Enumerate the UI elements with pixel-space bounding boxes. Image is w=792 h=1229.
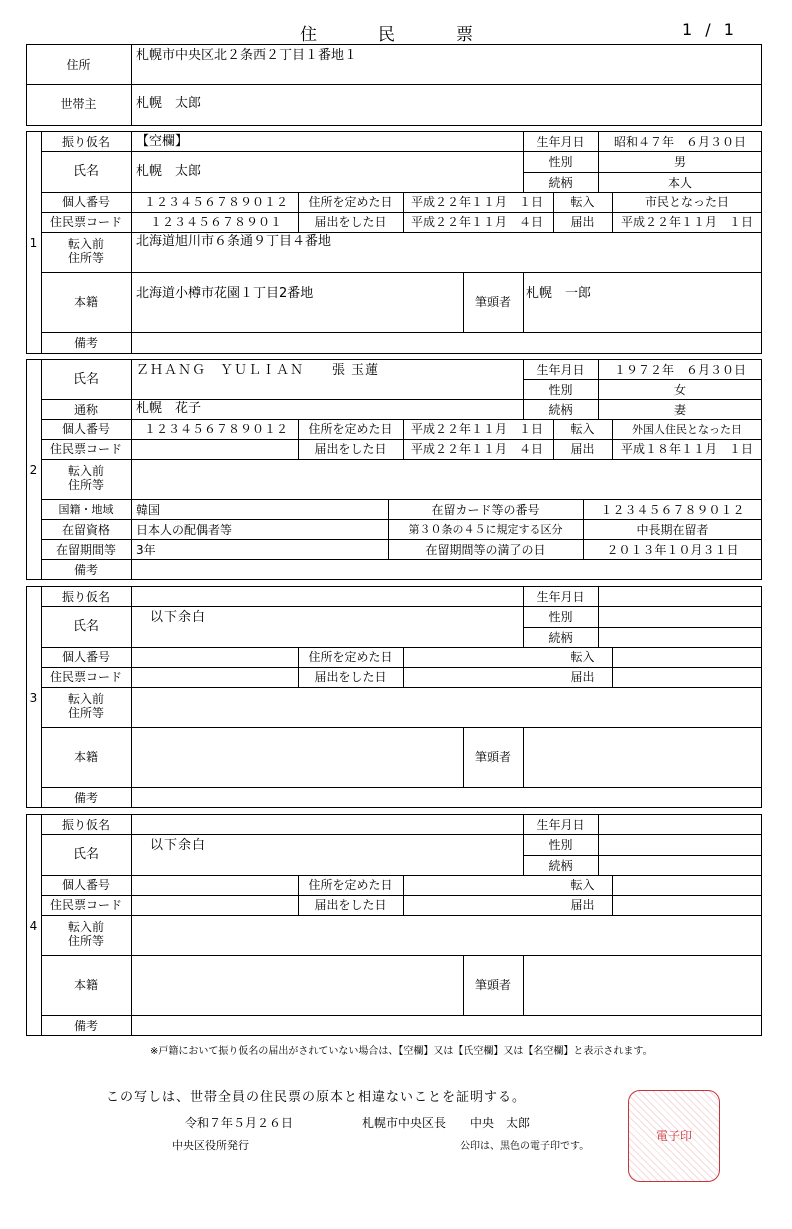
relation-label: 続柄 xyxy=(548,403,573,417)
remarks-label: 備考 xyxy=(73,336,98,350)
notify-date-value: 平成２２年１１月 ４日 xyxy=(411,442,544,456)
divider xyxy=(523,379,762,380)
sex-label: 性別 xyxy=(548,155,573,169)
resident-code-label: 住民票コード xyxy=(49,670,122,684)
name-label: 氏名 xyxy=(72,847,99,862)
addr-date-value: 平成２２年１１月 １日 xyxy=(411,195,544,209)
expiry-value: ２０１３年１０月３１日 xyxy=(606,543,739,557)
prev-addr-label xyxy=(41,237,131,265)
honseki-label: 本籍 xyxy=(73,978,98,992)
address-value: 札幌市中央区北２条西２丁目１番地１ xyxy=(136,48,358,63)
divider xyxy=(523,172,762,173)
divider xyxy=(41,151,523,152)
sex-value: 男 xyxy=(673,155,686,169)
divider xyxy=(41,727,762,728)
divider xyxy=(403,875,404,915)
furigana-label: 振り仮名 xyxy=(61,590,110,604)
notify-date-value: 平成２２年１１月 ４日 xyxy=(411,215,544,229)
indiv-no-value: １２３４５６７８９０１２ xyxy=(144,195,289,209)
indiv-no-label: 個人番号 xyxy=(61,195,110,209)
name-label: 氏名 xyxy=(72,372,99,387)
divider xyxy=(41,875,762,876)
expiry-label: 在留期間等の満了の日 xyxy=(425,543,546,557)
divider xyxy=(403,647,404,687)
divider xyxy=(41,834,523,835)
remarks-label: 備考 xyxy=(73,1019,98,1033)
householder-value: 札幌 太郎 xyxy=(136,96,202,111)
sex-label: 性別 xyxy=(548,383,573,397)
status-label: 在留資格 xyxy=(61,523,110,537)
resident-code-label: 住民票コード xyxy=(49,898,122,912)
issuing-office: 中央区役所発行 xyxy=(172,1139,249,1152)
name-value: 以下余白 xyxy=(150,610,207,625)
divider xyxy=(41,439,762,440)
sex-label: 性別 xyxy=(548,610,573,624)
divider xyxy=(41,647,762,648)
status-value: 日本人の配偶者等 xyxy=(136,523,233,537)
divider xyxy=(131,586,132,808)
divider xyxy=(523,272,524,332)
section-box xyxy=(26,586,762,808)
alias-label: 通称 xyxy=(73,403,98,417)
move-in-label: 転入 xyxy=(570,422,595,436)
prev-addr-label-line1: 転入前 xyxy=(67,920,104,934)
move-in-date: 平成２２年１１月 １日 xyxy=(620,215,753,229)
seal-note: 公印は、黒色の電子印です。 xyxy=(460,1141,590,1152)
divider xyxy=(41,915,762,916)
birth-value: １９７２年 ６月３０日 xyxy=(613,363,746,377)
divider xyxy=(523,855,762,856)
person-index: 4 xyxy=(29,919,38,933)
divider xyxy=(523,606,762,607)
indiv-no-value: １２３４５６７８９０１２ xyxy=(144,422,289,436)
issue-date: 令和７年５月２６日 xyxy=(185,1116,294,1130)
relation-label: 続柄 xyxy=(548,631,573,645)
divider xyxy=(612,875,613,915)
electronic-seal xyxy=(628,1090,720,1182)
remarks-label: 備考 xyxy=(73,563,98,577)
indiv-no-label: 個人番号 xyxy=(61,878,110,892)
name-value: ＺＨＡＮＧ ＹＵＬＩＡＮ 張 玉蓮 xyxy=(136,363,380,378)
prev-addr-value: 北海道旭川市６条通９丁目４番地 xyxy=(136,234,332,249)
addr-date-value: 平成２２年１１月 １日 xyxy=(411,422,544,436)
indiv-no-label: 個人番号 xyxy=(61,650,110,664)
mayor-name: 札幌市中央区長 中央 太郎 xyxy=(362,1116,531,1130)
address-label: 住所 xyxy=(66,58,91,72)
divider xyxy=(26,84,762,85)
move-in-date: 平成１８年１１月 １日 xyxy=(620,442,753,456)
addr-date-label: 住所を定めた日 xyxy=(308,650,393,664)
card-no-label: 在留カード等の番号 xyxy=(431,503,540,517)
document-title: 住 民 票 xyxy=(300,25,495,45)
sex-value: 女 xyxy=(673,383,686,397)
relation-value: 妻 xyxy=(673,403,686,417)
divider xyxy=(41,272,762,273)
divider xyxy=(523,627,762,628)
prev-addr-label xyxy=(41,464,131,492)
period-value: 3年 xyxy=(136,543,156,557)
remarks-label: 備考 xyxy=(73,791,98,805)
move-in-label: 転入 xyxy=(570,195,595,209)
notify-date-label: 届出をした日 xyxy=(314,670,387,684)
nationality-label: 国籍・地域 xyxy=(58,503,114,516)
person-index: 2 xyxy=(29,463,38,477)
divider xyxy=(41,192,762,193)
hittousha-label: 筆頭者 xyxy=(474,750,511,764)
person-index: 3 xyxy=(29,691,38,705)
prev-addr-label-line2: 住所等 xyxy=(67,706,104,720)
divider xyxy=(41,955,762,956)
move-in-label: 転入 xyxy=(570,878,595,892)
furigana-footnote: ※戸籍において振り仮名の届出がされていない場合は、【空欄】又は【氏空欄】又は【名空欄】と表示されます。 xyxy=(150,1046,653,1057)
resident-code-label: 住民票コード xyxy=(49,215,122,229)
notify-label: 届出 xyxy=(570,442,595,456)
divider xyxy=(523,834,762,835)
divider xyxy=(41,232,762,233)
move-in-type: 市民となった日 xyxy=(644,195,729,209)
nationality-value: 韓国 xyxy=(136,503,161,517)
prev-addr-label-line2: 住所等 xyxy=(67,251,104,265)
prev-addr-label-line2: 住所等 xyxy=(67,478,104,492)
birth-label: 生年月日 xyxy=(536,363,585,377)
furigana-value: 【空欄】 xyxy=(136,134,189,149)
divider xyxy=(41,212,762,213)
addr-date-label: 住所を定めた日 xyxy=(308,195,393,209)
divider xyxy=(41,606,523,607)
honseki-label: 本籍 xyxy=(73,750,98,764)
name-label: 氏名 xyxy=(72,619,99,634)
divider xyxy=(612,647,613,687)
resident-code-label: 住民票コード xyxy=(49,442,122,456)
divider xyxy=(131,44,132,126)
divider xyxy=(41,399,762,400)
divider xyxy=(41,519,762,520)
hittousha-label: 筆頭者 xyxy=(474,978,511,992)
birth-label: 生年月日 xyxy=(536,135,585,149)
notify-label: 届出 xyxy=(570,670,595,684)
article-label: 第３０条の４５に規定する区分 xyxy=(408,523,563,536)
name-value: 札幌 太郎 xyxy=(136,164,202,179)
divider xyxy=(41,687,762,688)
notify-date-label: 届出をした日 xyxy=(314,442,387,456)
birth-label: 生年月日 xyxy=(536,818,585,832)
divider xyxy=(41,1015,762,1016)
move-in-type: 外国人住民となった日 xyxy=(632,423,742,436)
person-index: 1 xyxy=(29,236,38,250)
birth-value: 昭和４７年 ６月３０日 xyxy=(613,135,746,149)
move-in-label: 転入 xyxy=(570,650,595,664)
notify-date-label: 届出をした日 xyxy=(314,898,387,912)
divider xyxy=(403,419,404,459)
prev-addr-label-line1: 転入前 xyxy=(67,464,104,478)
notify-label: 届出 xyxy=(570,898,595,912)
page-number: 1 / 1 xyxy=(682,20,738,39)
period-label: 在留期間等 xyxy=(55,543,116,557)
divider xyxy=(131,359,132,580)
divider xyxy=(131,131,132,354)
divider xyxy=(41,419,762,420)
relation-label: 続柄 xyxy=(548,176,573,190)
prev-addr-label-line2: 住所等 xyxy=(67,934,104,948)
prev-addr-label xyxy=(41,920,131,948)
birth-label: 生年月日 xyxy=(536,590,585,604)
addr-date-label: 住所を定めた日 xyxy=(308,878,393,892)
furigana-label: 振り仮名 xyxy=(61,818,110,832)
prev-addr-label-line1: 転入前 xyxy=(67,237,104,251)
indiv-no-label: 個人番号 xyxy=(61,422,110,436)
certification-statement: この写しは、世帯全員の住民票の原本と相違ないことを証明する。 xyxy=(106,1090,527,1105)
honseki-label: 本籍 xyxy=(73,295,98,309)
honseki-value: 北海道小樽市花園１丁目2番地 xyxy=(136,286,314,301)
divider xyxy=(523,727,524,787)
divider xyxy=(41,787,762,788)
divider xyxy=(41,499,762,500)
divider xyxy=(523,955,524,1015)
relation-label: 続柄 xyxy=(548,859,573,873)
furigana-label: 振り仮名 xyxy=(61,135,110,149)
prev-addr-label-line1: 転入前 xyxy=(67,692,104,706)
divider xyxy=(41,332,762,333)
name-value: 以下余白 xyxy=(150,838,207,853)
divider xyxy=(41,459,762,460)
hittousha-label: 筆頭者 xyxy=(474,295,511,309)
resident-code-value: １２３４５６７８９０１ xyxy=(150,215,283,229)
article-value: 中長期在留者 xyxy=(636,523,709,537)
sex-label: 性別 xyxy=(548,838,573,852)
divider xyxy=(131,814,132,1036)
section-box xyxy=(26,814,762,1036)
householder-label: 世帯主 xyxy=(60,97,97,111)
divider xyxy=(523,151,762,152)
notify-date-label: 届出をした日 xyxy=(314,215,387,229)
divider xyxy=(598,814,599,875)
prev-addr-label xyxy=(41,692,131,720)
alias-value: 札幌 花子 xyxy=(136,401,202,416)
addr-date-label: 住所を定めた日 xyxy=(308,422,393,436)
name-label: 氏名 xyxy=(72,164,99,179)
relation-value: 本人 xyxy=(667,176,692,190)
card-no-value: １２３４５６７８９０１２ xyxy=(600,503,745,517)
divider xyxy=(41,539,762,540)
divider xyxy=(403,192,404,232)
hittousha-value: 札幌 一郎 xyxy=(526,286,592,301)
divider xyxy=(41,667,762,668)
seal-text: 電子印 xyxy=(655,1129,692,1143)
divider xyxy=(41,559,762,560)
divider xyxy=(598,586,599,647)
divider xyxy=(41,895,762,896)
notify-label: 届出 xyxy=(570,215,595,229)
